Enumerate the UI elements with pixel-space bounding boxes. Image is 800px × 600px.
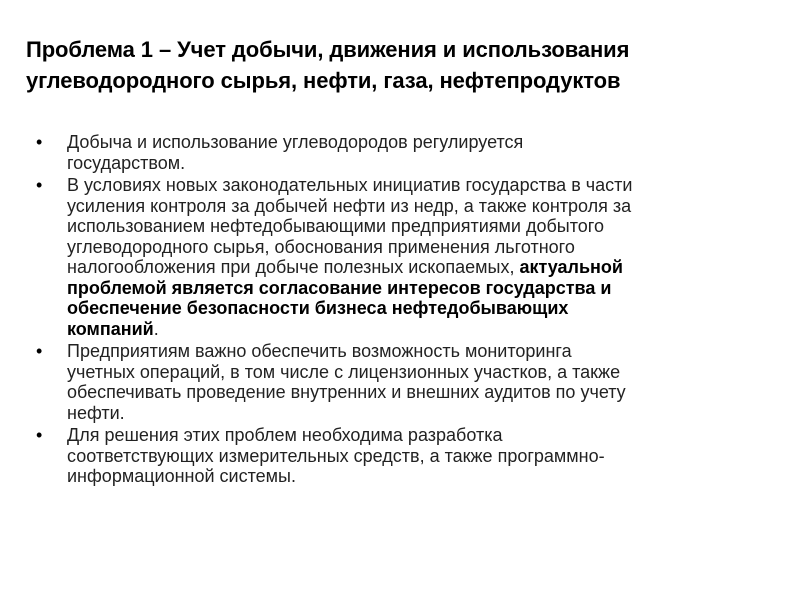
title-line: углеводородного сырья, нефти, газа, нефтепродуктов [26,68,621,93]
bullet-line: государством. [67,152,186,173]
bullet-line: Для решения этих проблем необходима разработка [67,425,503,445]
bullet-icon: • [36,175,43,195]
slide-title [26,34,786,96]
bullet-line [67,278,756,299]
bullet-line: использованием нефтедобывающими предприятиями добытого [67,216,604,236]
bullet-line [67,298,756,319]
bullet-line: Добыча и использование углеводородов регулируется [67,132,524,152]
bullet-emphasis: обеспечение безопасности бизнеса нефтедобывающих [67,298,569,318]
bullet-line: усиления контроля за добычей нефти из недр, а также контроля за [67,195,632,216]
bullet-text [67,175,756,339]
bullet-line-text: налогообложения при добыче полезных ископаемых, [67,257,520,277]
bullet-icon: • [36,341,43,361]
bullet-line: В условиях новых законодательных инициатив государства в части [67,175,633,195]
bullet-icon: • [36,425,43,445]
bullet-item [36,341,756,423]
bullet-line: учетных операций, в том числе с лицензионных участков, а также [67,361,621,382]
title-line: Проблема 1 – Учет добычи, движения и использования [26,37,630,62]
bullet-line: соответствующих измерительных средств, а также программно- [67,445,605,466]
bullet-emphasis: актуальной [519,257,623,277]
bullet-text [67,341,756,423]
bullet-list [36,132,756,489]
bullet-line: информационной системы. [67,466,296,486]
bullet-text [67,425,756,487]
bullet-line: нефти. [67,402,125,423]
bullet-emphasis: проблемой является согласование интересов государства и [67,277,612,298]
bullet-item [36,175,756,339]
bullet-line [67,319,756,340]
bullet-item [36,425,756,487]
bullet-line-text: . [153,318,159,339]
bullet-emphasis: компаний [67,318,154,339]
bullet-line [67,257,756,278]
bullet-text [67,132,756,173]
bullet-line: углеводородного сырья, обоснования применения льготного [67,236,575,257]
bullet-line: Предприятиям важно обеспечить возможность мониторинга [67,341,572,361]
bullet-icon: • [36,132,43,152]
bullet-line: обеспечивать проведение внутренних и внешних аудитов по учету [67,382,626,402]
bullet-item [36,132,756,173]
